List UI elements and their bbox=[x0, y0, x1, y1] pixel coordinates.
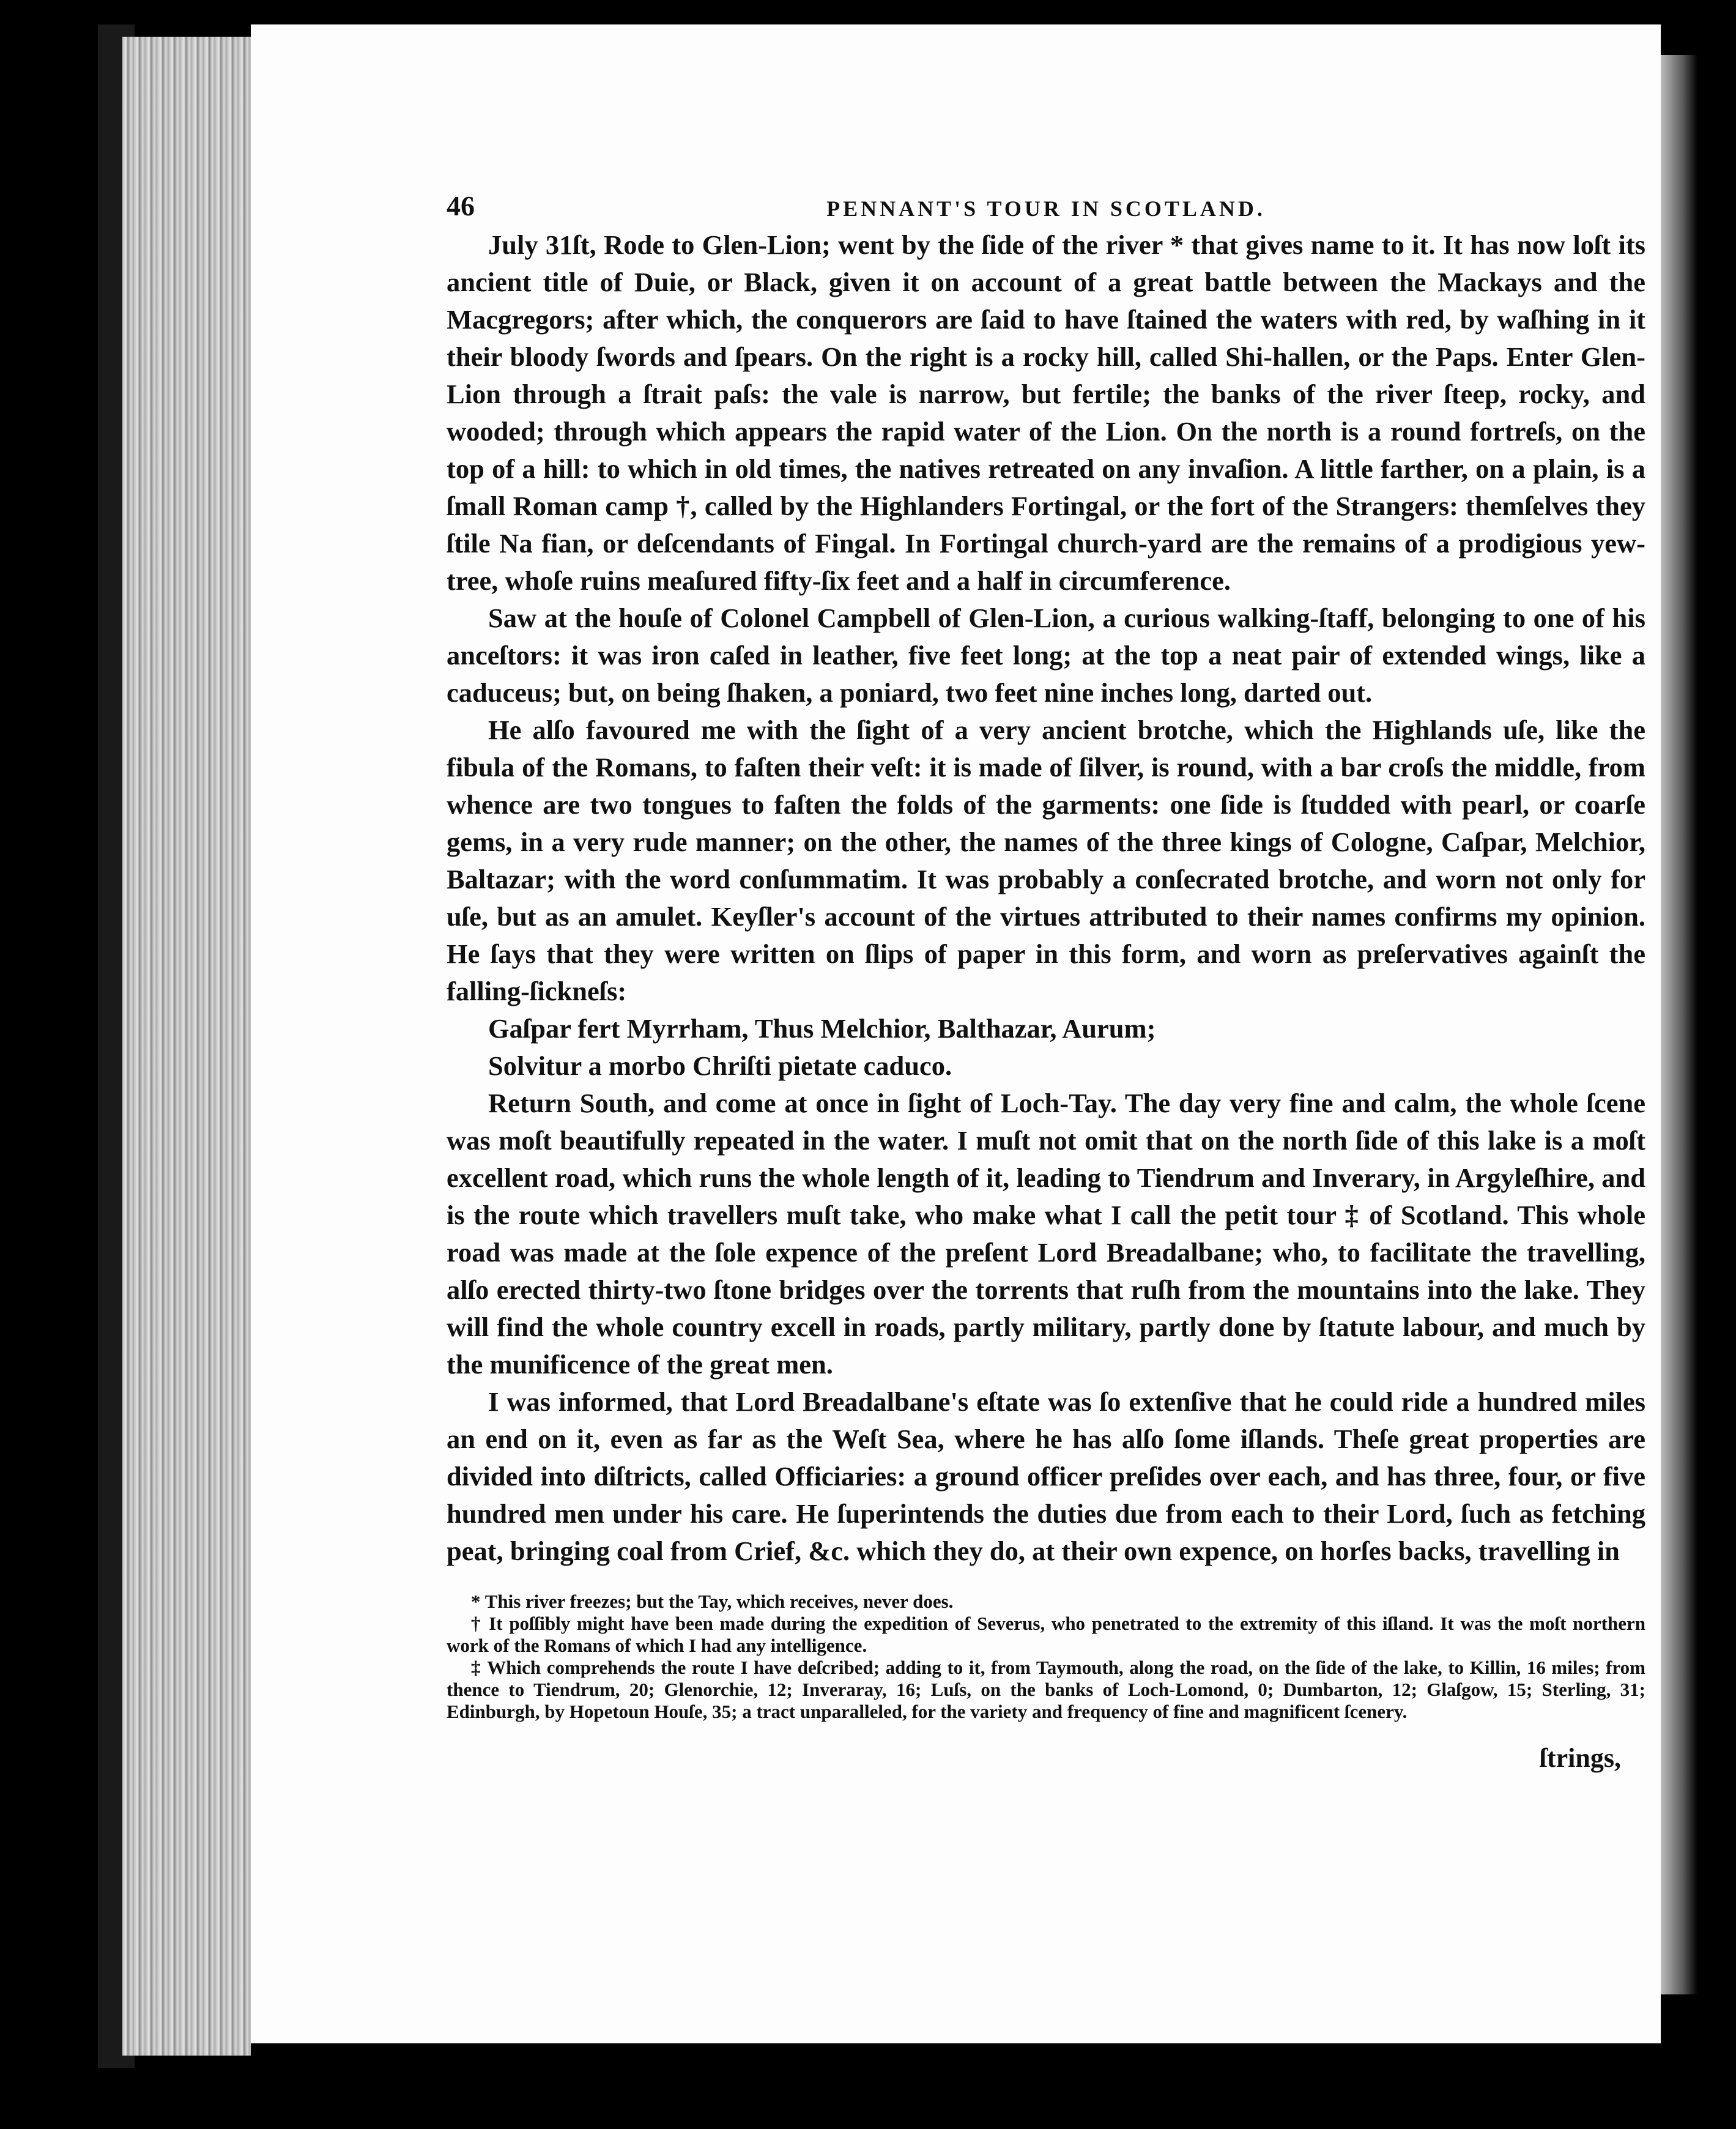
stacked-page-edges bbox=[122, 37, 251, 2056]
body-text bbox=[447, 226, 1645, 1570]
running-head bbox=[447, 177, 1645, 226]
catchword: ſtrings, bbox=[1539, 1743, 1621, 1773]
paragraph-breadalbane-estate: I was informed, that Lord Breadalbane's eſtate was ſo extenſive that he could ride a hundred miles an end on it, even as far as the Weſt Sea, where he has alſo ſome iſlands. Theſe great properties are divided into diſtricts, called Officiaries: a ground officer preſides over each, and has three, four, or five hundred men under his care. He ſuperintends the duties due from each to their Lord, ſuch as fetching peat, bringing coal from Crief, &c. which they do, at their own expence, on horſes backs, travelling in bbox=[447, 1386, 1645, 1566]
paragraph-glen-lion: July 31ſt, Rode to Glen-Lion; went by the ſide of the river * that gives name to it. It has now loſt its ancient title of Duie, or Black, given it on account of a great battle between the Mackays and the Macgregors; after which, the conquerors are ſaid to have ſtained the waters with red, by waſhing in it their bloody ſwords and ſpears. On the right is a rocky hill, called Shi-hallen, or the Paps. Enter Glen-Lion through a ſtrait paſs: the vale is narrow, but fertile; the banks of the river ſteep, rocky, and wooded; through which appears the rapid water of the Lion. On the north is a round fortreſs, on the top of a hill: to which in old times, the natives retreated on any invaſion. A little farther, on a plain, is a ſmall Roman camp †, called by the Highlanders Fortingal, or the fort of the Strangers: themſelves they ſtile Na fian, or deſcendants of Fingal. In Fortingal church-yard are the remains of a prodigious yew-tree, whoſe ruins meaſured fifty-ſix feet and a half in circumference. bbox=[447, 229, 1645, 596]
running-title: PENNANT'S TOUR IN SCOTLAND. bbox=[826, 196, 1266, 221]
verse-line-1: Gaſpar fert Myrrham, Thus Melchior, Balthazar, Aurum; bbox=[488, 1013, 1156, 1044]
verse-line-2: Solvitur a morbo Chriſti pietate caduco. bbox=[488, 1050, 952, 1081]
paragraph-walking-staff: Saw at the houſe of Colonel Campbell of Glen-Lion, a curious walking-ſtaff, belonging to one of his anceſtors: it was iron caſed in leather, five feet long; at the top a neat pair of extended wings, like a caduceus; but, on being ſhaken, a poniard, two feet nine inches long, darted out. bbox=[447, 603, 1645, 708]
paragraph-loch-tay: Return South, and come at once in ſight of Loch-Tay. The day very fine and calm, the whole ſcene was moſt beautifully repeated in the water. I muſt not omit that on the north ſide of this lake is a moſt excellent road, which runs the whole length of it, leading to Tiendrum and Inverary, in Argyleſhire, and is the route which travellers muſt take, who make what I call the petit tour ‡ of Scotland. This whole road was made at the ſole expence of the preſent Lord Breadalbane; who, to facilitate the travelling, alſo erected thirty-two ſtone bridges over the torrents that ruſh from the mountains into the lake. They will find the whole country excell in roads, partly military, partly done by ſtatute labour, and much by the munificence of the great men. bbox=[447, 1088, 1645, 1380]
page-gutter-shadow bbox=[1661, 55, 1697, 1994]
footnote-double-dagger: ‡ Which comprehends the route I have deſcribed; adding to it, from Taymouth, along the road, on the ſide of the lake, to Killin, 16 miles; from thence to Tiendrum, 20; Glenorchie, 12; Inveraray, 16; Luſs, on the banks of Loch-Lomond, 0; Dumbarton, 12; Glaſgow, 15; Sterling, 31; Edinburgh, by Hopetoun Houſe, 35; a tract unparalleled, for the variety and frequency of fine and magnificent ſcenery. bbox=[447, 1657, 1645, 1722]
book-page bbox=[251, 24, 1661, 2043]
footnote-asterisk: * This river freezes; but the Tay, which receives, never does. bbox=[471, 1591, 954, 1612]
footnote-dagger: † It poſſibly might have been made during the expedition of Severus, who penetrated to the extremity of this iſland. It was the moſt northern work of the Romans of which I had any intelligence. bbox=[447, 1613, 1645, 1656]
page-number: 46 bbox=[447, 190, 475, 221]
paragraph-brotche: He alſo favoured me with the ſight of a very ancient brotche, which the Highlands uſe, like the fibula of the Romans, to faſten their veſt: it is made of ſilver, is round, with a bar croſs the middle, from whence are two tongues to faſten the folds of the garments: one ſide is ſtudded with pearl, or coarſe gems, in a very rude manner; on the other, the names of the three kings of Cologne, Caſpar, Melchior, Baltazar; with the word conſummatim. It was probably a conſecrated brotche, and worn not only for uſe, but as an amulet. Keyſler's account of the virtues attributed to their names confirms my opinion. He ſays that they were written on ſlips of paper in this form, and worn as preſervatives againſt the falling-ſickneſs: bbox=[447, 715, 1645, 1006]
page-content bbox=[447, 177, 1645, 1774]
footnotes bbox=[447, 1591, 1645, 1723]
